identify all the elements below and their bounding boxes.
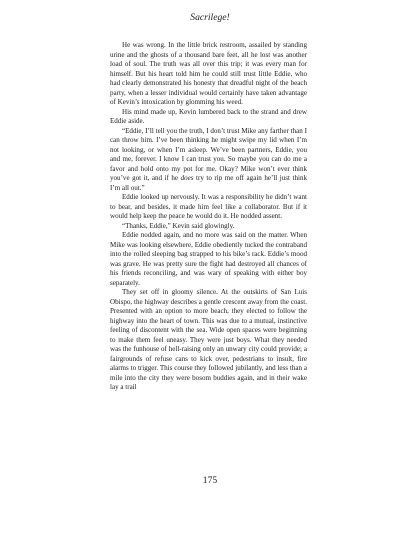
paragraph-text: try to rip me off again he’ll just think I’m all out.” bbox=[110, 174, 307, 192]
body-text bbox=[110, 41, 307, 393]
paragraph-text: “Eddie, I’ll tell you the truth, I don’t trust Mike any farther than I can throw him. I’ve been thinking he might swipe my lid when I’m not looking, or when I’m asleep. We’ve been partners, Eddie, you and me, forever. I know I can trust you. So maybe you can do me a favor and hold onto my pot for me. Okay? Mike won’t ever think you’ve got it, and if he bbox=[110, 126, 307, 182]
paragraph bbox=[110, 127, 307, 194]
paragraph: His mind made up, Kevin lumbered back to the strand and drew Eddie aside. bbox=[110, 107, 307, 125]
paragraph: “Thanks, Eddie,” Kevin said glowingly. bbox=[122, 221, 235, 230]
running-head: Sacrilege! bbox=[190, 12, 230, 23]
page-number: 175 bbox=[202, 475, 218, 486]
paragraph: They set off in gloomy silence. At the outskirts of San Luis Obispo, the highway describes a gentle crescent away from the coast. Presented with an option to more beach, they elected to follow the highway into the heart of town. This was due to a mutual, instinctive feeling of discontent with the sea. Wide open spaces were beginning to make them feel uneasy. They were just boys. What they needed was the funhouse of hell-raising only an unwary city could provide; a fairgrounds of refuse cans to kick over, pedestrians to insult, fire alarms to trigger. This course they followed jubilantly, and less than a mile into the city they were bosom buddies again, and in their wake lay a trail bbox=[110, 288, 307, 391]
paragraph: Eddie nodded again, and no more was said on the matter. When Mike was looking elsewhere, Eddie obediently tucked the contraband into the rolled sleeping bag strapped to his bike’s rack. Eddie’s mood was grave. He was pretty sure the fight had destroyed all chances of his friends reconciling, and was wary of speaking with either boy separately. bbox=[110, 231, 307, 287]
paragraph: Eddie looked up nervously. It was a responsibility he didn’t want to bear, and besides, it made him feel like a collaborator. But if it would help keep the peace he would do it. He nodded assent. bbox=[110, 193, 307, 220]
emphasis-text: does bbox=[180, 174, 194, 182]
paragraph: He was wrong. In the little brick restroom, assailed by standing urine and the ghosts of a thousand bare feet, all he lost was another load of soul. The truth was all over this trip; it was every man for himself. But his heart told him he could still trust little Eddie, who had clearly demonstrated his honesty that dreadful night of the beach party, when a lesser individual would certainly have taken advantage of Kevin’s intoxication by glomming his weed. bbox=[110, 41, 307, 106]
